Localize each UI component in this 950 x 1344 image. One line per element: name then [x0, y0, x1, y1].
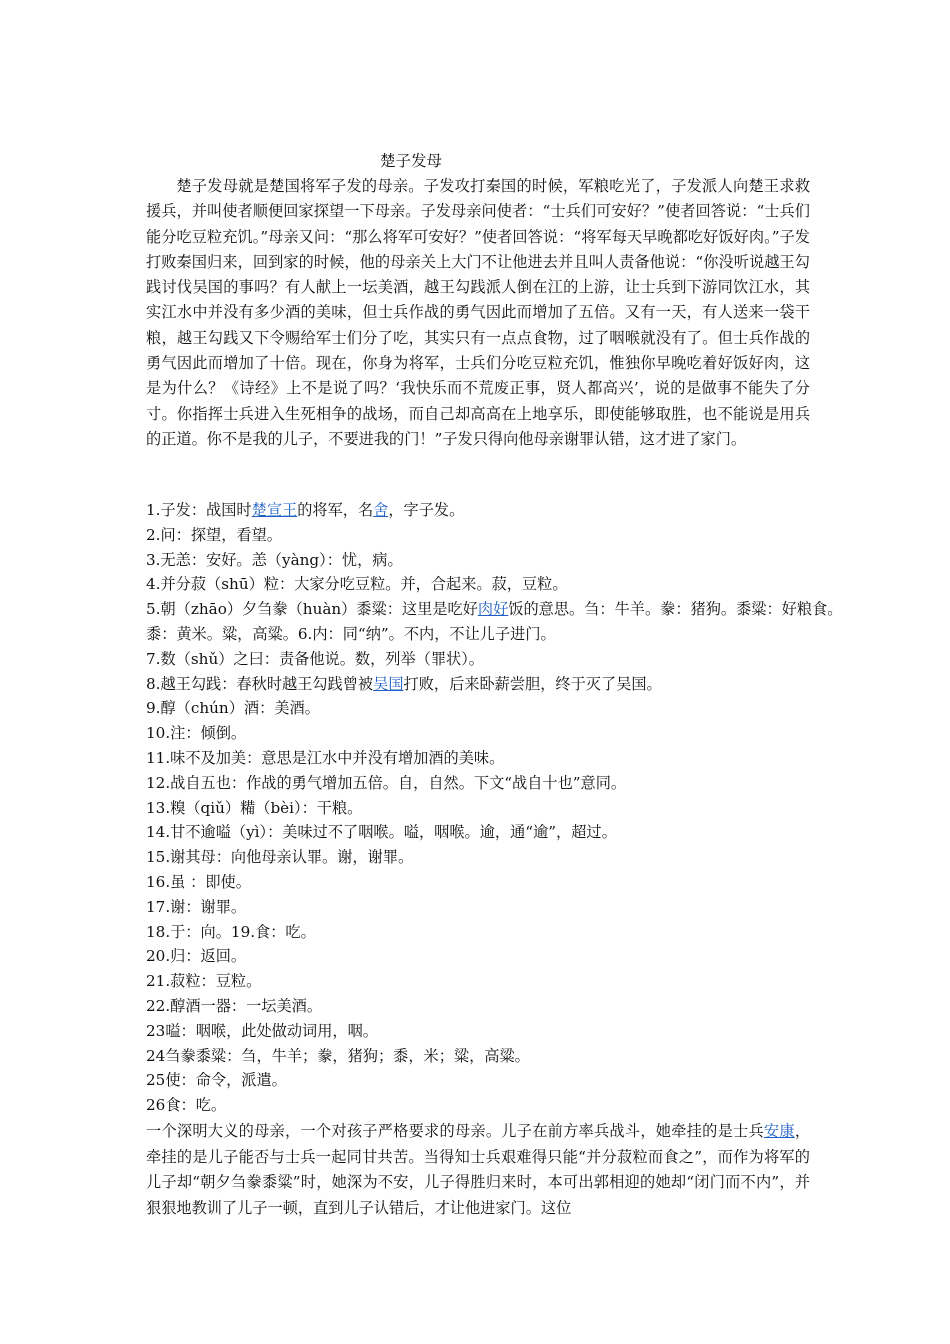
note-22: 22.醇酒一器：一坛美酒。 [146, 996, 323, 1015]
link-rou-hao[interactable]: 肉好 [477, 600, 509, 619]
note-17: 17.谢：谢罪。 [146, 897, 247, 916]
commentary-text: ，牵挂的是儿子能否与士兵一起同甘共苦。当得知士兵艰难得只能“并分菽粒而食之”，而作为将军的儿子却“朝夕刍豢黍粱”时，她深为不安，儿子得胜归来时，本可出郭相迎的她却“闭门而不内”，并狠狠地教训了儿子一顿，直到儿子认错后，才让他进家门。这位 [146, 1122, 811, 1217]
commentary-paragraph [146, 1119, 810, 1221]
note-4: 4.并分菽（shū）粒：大家分吃豆粒。并，合起来。菽，豆粒。 [146, 575, 568, 594]
note-text: ，字子发。 [388, 501, 465, 519]
note-7: 7.数（shǔ）之曰：责备他说。数，列举（罪状）。 [146, 649, 484, 668]
note-10: 10.注：倾倒。 [146, 724, 247, 743]
note-text: 的将军，名 [297, 501, 374, 519]
note-text: 5.朝（zhāo）夕刍豢（huàn）黍粱：这里是吃好 [146, 600, 478, 619]
note-23: 23嗌：咽喉，此处做动词用，咽。 [146, 1021, 378, 1040]
note-2: 2.问：探望，看望。 [146, 525, 282, 544]
note-text: 饭的意思。刍：牛羊。豢：猪狗。黍粱：好粮食。 [508, 600, 843, 619]
link-she[interactable]: 舍 [373, 501, 389, 519]
document-title: 楚子发母 [380, 152, 443, 170]
note-9: 9.醇（chún）酒：美酒。 [146, 699, 320, 718]
note-20: 20.归：返回。 [146, 947, 247, 966]
note-16: 16.虽 ：即使。 [146, 872, 251, 891]
note-26: 26食：吃。 [146, 1096, 227, 1115]
story-paragraph: 楚子发母就是楚国将军子发的母亲。子发攻打秦国的时候，军粮吃光了，子发派人向楚王求救援兵，并叫使者顺便回家探望一下母亲。子发母亲问使者：“士兵们可安好？”使者回答说：“士兵们能分吃豆粒充饥。”母亲又问：“那么将军可安好？”使者回答说：“将军每天早晚都吃好饭好肉。”子发打败秦国归来，回到家的时候，他的母亲关上大门不让他进去并且叫人责备他说：“你没听说越王勾践讨伐吴国的事吗？有人献上一坛美酒，越王勾践派人倒在江的上游，让士兵到下游同饮江水，其实江水中并没有多少酒的美味，但士兵作战的勇气因此而增加了五倍。又有一天，有人送来一袋干粮，越王勾践又下令赐给军士们分了吃，其实只有一点点食物，过了咽喉就没有了。但士兵作战的勇气因此而增加了十倍。现在，你身为将军，士兵们分吃豆粒充饥，惟独你早晚吃着好饭好肉，这是为什么？《诗经》上不是说了吗？‘我快乐而不荒废正事，贤人都高兴’，说的是做事不能失了分寸。你指挥士兵进入生死相争的战场，而自己却高高在上地享乐，即使能够取胜，也不能说是用兵的正道。你不是我的儿子，不要进我的门！”子发只得向他母亲谢罪认错，这才进了家门。 [146, 177, 810, 448]
link-chu-xuan-wang[interactable]: 楚宣王 [251, 501, 298, 519]
note-5 [146, 597, 846, 622]
annotation-list [146, 498, 846, 1118]
note-24: 24刍豢黍粱：刍，牛羊；豢，猪狗；黍，米；粱，高粱。 [146, 1046, 530, 1065]
note-3: 3.无恙：安好。恙（yàng）：忧，病。 [146, 550, 403, 569]
note-18: 18.于：向。19.食：吃。 [146, 922, 316, 941]
note-21: 21.菽粒：豆粒。 [146, 972, 262, 991]
note-11: 11.味不及加美：意思是江水中并没有增加酒的美味。 [146, 748, 505, 767]
note-15: 15.谢其母：向他母亲认罪。谢，谢罪。 [146, 848, 414, 867]
note-8 [146, 672, 846, 697]
note-text: 打败，后来卧薪尝胆，终于灭了吴国。 [403, 674, 662, 693]
note-14: 14.甘不逾嗌（yì）：美味过不了咽喉。嗌，咽喉。逾，通“逾”，超过。 [146, 823, 617, 842]
commentary-text: 一个深明大义的母亲，一个对孩子严格要求的母亲。儿子在前方率兵战斗，她牵挂的是士兵 [146, 1122, 764, 1140]
link-wu-guo[interactable]: 吴国 [373, 674, 404, 693]
note-text: 1.子发：战国时 [146, 501, 252, 519]
note-12: 12.战自五也：作战的勇气增加五倍。自，自然。下文“战自十也”意同。 [146, 773, 627, 792]
note-25: 25使：命令，派遣。 [146, 1071, 287, 1090]
note-13: 13.糗（qiǔ）糒（bèi）：干粮。 [146, 798, 363, 817]
link-an-kang[interactable]: 安康 [763, 1122, 795, 1140]
note-text: 8.越王勾践：春秋时越王勾践曾被 [146, 674, 374, 693]
note-5-continued: 黍：黄米。粱，高粱。6.内：同“纳”。不内，不让儿子进门。 [146, 624, 556, 643]
note-1 [146, 498, 846, 523]
